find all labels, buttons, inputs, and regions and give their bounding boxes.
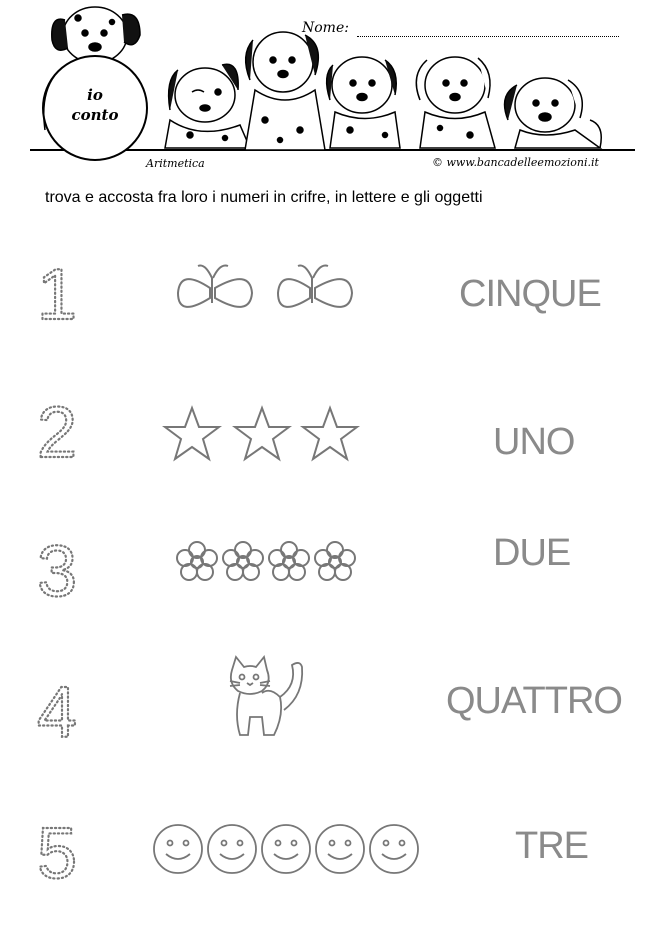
dotted-digit	[35, 814, 80, 889]
dotted-digit	[35, 255, 80, 330]
ball-label-line2: conto	[71, 106, 119, 124]
credit-label: © www.bancadelleemozioni.it	[432, 156, 599, 169]
star-icon	[303, 408, 357, 459]
row-objects-smileys	[153, 822, 423, 876]
dotted-digit	[35, 393, 80, 468]
digit-label: 5	[36, 814, 78, 889]
row-objects-butterflies	[170, 258, 360, 328]
digit-label: 3	[36, 532, 78, 607]
name-label: Nome:	[302, 20, 349, 36]
digit-label: 4	[36, 673, 78, 748]
smiley-icon	[370, 825, 418, 873]
header-banner	[0, 0, 650, 180]
flower-icon	[223, 542, 263, 580]
number-word: QUATTRO	[446, 680, 622, 722]
butterfly-icon	[278, 266, 352, 307]
instruction-text: trova e accosta fra loro i numeri in crifre, in lettere e gli oggetti	[45, 189, 483, 206]
smiley-icon	[316, 825, 364, 873]
row-objects-flowers	[175, 538, 365, 588]
flower-icon	[269, 542, 309, 580]
dotted-digit	[35, 532, 80, 607]
subject-label: Aritmetica	[146, 157, 205, 170]
smiley-icon	[208, 825, 256, 873]
smiley-icon	[262, 825, 310, 873]
star-icon	[165, 408, 219, 459]
number-word: DUE	[493, 532, 571, 574]
flower-icon	[315, 542, 355, 580]
digit-label: 1	[36, 255, 78, 330]
flower-icon	[177, 542, 217, 580]
cat-icon	[222, 655, 312, 745]
number-word: TRE	[515, 825, 588, 867]
row-objects-stars	[162, 405, 362, 463]
star-icon	[235, 408, 289, 459]
number-word: UNO	[493, 421, 575, 463]
ball-label-line1: io	[87, 86, 103, 104]
number-word: CINQUE	[459, 273, 601, 315]
dotted-digit	[35, 673, 80, 748]
digit-label: 2	[36, 393, 78, 468]
butterfly-icon	[178, 266, 252, 307]
smiley-icon	[154, 825, 202, 873]
name-field[interactable]	[357, 36, 619, 37]
